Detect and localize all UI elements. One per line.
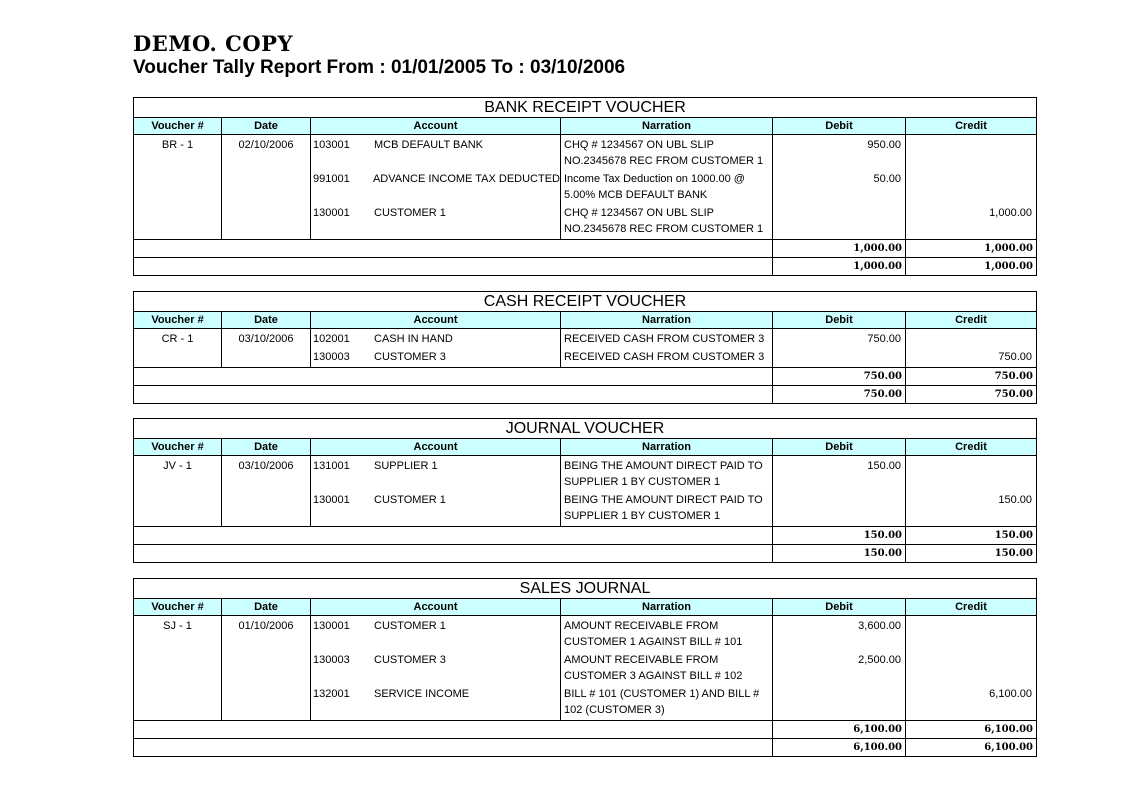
voucher-section <box>133 418 1037 563</box>
account-line <box>311 205 560 239</box>
voucher-lines <box>134 329 1036 368</box>
total-row <box>134 739 1036 756</box>
debit-amount: 950.00 <box>867 139 901 151</box>
account-line <box>311 331 560 349</box>
column-header-row <box>134 439 1036 456</box>
total-credit: 6,100.00 <box>984 742 1033 753</box>
account-code: 132001 <box>313 688 350 700</box>
subtotal-row <box>134 527 1036 545</box>
voucher-no-cell <box>134 135 222 239</box>
account-name: CASH IN HAND <box>374 333 453 345</box>
total-blank-cell <box>134 240 773 257</box>
account-name: MCB DEFAULT BANK <box>374 139 484 151</box>
subtotal-row <box>134 368 1036 386</box>
narration-text: BEING THE AMOUNT DIRECT PAID TO SUPPLIER 1 BY CUSTOMER 1 <box>564 460 763 488</box>
col-credit: Credit <box>955 441 987 453</box>
account-name: CUSTOMER 3 <box>374 351 446 363</box>
total-row <box>134 258 1036 275</box>
voucher-no-cell <box>134 616 222 720</box>
voucher-lines <box>134 616 1036 721</box>
total-debit: 1,000.00 <box>773 258 906 275</box>
credit-amount: 750.00 <box>998 351 1032 363</box>
account-name: CUSTOMER 1 <box>374 620 446 632</box>
account-name: CUSTOMER 3 <box>374 654 446 666</box>
narration-text: BEING THE AMOUNT DIRECT PAID TO SUPPLIER 1 BY CUSTOMER 1 <box>564 494 763 522</box>
account-line <box>311 618 560 652</box>
account-column <box>311 456 561 526</box>
account-name: CUSTOMER 1 <box>374 207 446 219</box>
subtotal-row <box>134 240 1036 258</box>
account-code: 130003 <box>313 351 350 363</box>
total-credit: 750.00 <box>994 371 1033 382</box>
voucher-no: JV - 1 <box>163 460 192 472</box>
credit-amount: 1,000.00 <box>989 207 1032 219</box>
credit-amount: 150.00 <box>998 494 1032 506</box>
total-blank-cell <box>134 258 773 275</box>
col-credit: Credit <box>955 120 987 132</box>
voucher-no-cell <box>134 456 222 526</box>
voucher-no: CR - 1 <box>161 333 194 345</box>
date-cell <box>222 135 311 239</box>
total-credit: 750.00 <box>994 389 1033 400</box>
total-credit: 6,100.00 <box>984 724 1033 735</box>
account-name: CUSTOMER 1 <box>374 494 446 506</box>
col-account: Account <box>311 439 561 455</box>
account-line <box>311 458 560 492</box>
credit-amount <box>906 137 1032 171</box>
col-narration: Narration <box>561 118 773 134</box>
voucher-no: BR - 1 <box>161 139 194 151</box>
credit-amount <box>906 171 1032 205</box>
total-credit: 1,000.00 <box>984 243 1033 254</box>
account-line <box>311 137 560 171</box>
total-blank-cell <box>134 721 773 738</box>
voucher-date: 02/10/2006 <box>238 139 294 151</box>
voucher-lines <box>134 456 1036 527</box>
account-line <box>311 349 560 367</box>
narration-text: RECEIVED CASH FROM CUSTOMER 3 <box>564 351 765 363</box>
total-blank-cell <box>134 386 773 403</box>
section-title: SALES JOURNAL <box>134 579 1036 599</box>
col-account: Account <box>311 118 561 134</box>
column-header-row <box>134 312 1036 329</box>
debit-amount: 150.00 <box>867 460 901 472</box>
date-cell <box>222 616 311 720</box>
debit-amount: 750.00 <box>867 333 901 345</box>
col-account: Account <box>311 312 561 328</box>
narration-column <box>561 135 773 239</box>
account-code: 131001 <box>313 460 350 472</box>
narration-text: AMOUNT RECEIVABLE FROM CUSTOMER 1 AGAINST BILL # 101 <box>564 620 743 648</box>
account-line <box>311 652 560 686</box>
credit-column <box>906 456 1036 526</box>
debit-amount <box>773 492 901 526</box>
narration-text: BILL # 101 (CUSTOMER 1) AND BILL # 102 (CUSTOMER 3) <box>564 688 760 716</box>
narration-text: CHQ # 1234567 ON UBL SLIP NO.2345678 REC FROM CUSTOMER 1 <box>564 139 764 167</box>
total-credit: 1,000.00 <box>984 261 1033 272</box>
voucher-date: 03/10/2006 <box>238 460 294 472</box>
credit-column <box>906 329 1036 367</box>
debit-column <box>773 329 906 367</box>
narration-text: Income Tax Deduction on 1000.00 @ 5.00% MCB DEFAULT BANK <box>564 173 745 201</box>
voucher-date: 03/10/2006 <box>238 333 294 345</box>
debit-amount <box>773 686 901 720</box>
debit-column <box>773 135 906 239</box>
account-column <box>311 329 561 367</box>
total-row <box>134 545 1036 562</box>
section-title: CASH RECEIPT VOUCHER <box>134 292 1036 312</box>
credit-column <box>906 135 1036 239</box>
account-code: 130001 <box>313 494 350 506</box>
account-code: 102001 <box>313 333 350 345</box>
col-narration: Narration <box>561 312 773 328</box>
col-debit: Debit <box>773 439 906 455</box>
total-debit: 6,100.00 <box>773 721 906 738</box>
debit-amount: 3,600.00 <box>858 620 901 632</box>
col-date: Date <box>222 118 311 134</box>
subtotal-row <box>134 721 1036 739</box>
voucher-date: 01/10/2006 <box>238 620 294 632</box>
debit-column <box>773 456 906 526</box>
narration-column <box>561 456 773 526</box>
col-narration: Narration <box>561 439 773 455</box>
account-code: 991001 <box>313 173 350 185</box>
voucher-section <box>133 97 1037 276</box>
narration-column <box>561 616 773 720</box>
debit-amount: 2,500.00 <box>858 654 901 666</box>
col-voucher-no: Voucher # <box>134 439 222 455</box>
debit-amount <box>773 205 901 239</box>
date-cell <box>222 329 311 367</box>
account-name: SUPPLIER 1 <box>374 460 438 472</box>
date-cell <box>222 456 311 526</box>
narration-text: RECEIVED CASH FROM CUSTOMER 3 <box>564 333 765 345</box>
col-date: Date <box>222 439 311 455</box>
account-line <box>311 492 560 526</box>
account-code: 103001 <box>313 139 350 151</box>
credit-amount: 6,100.00 <box>989 688 1032 700</box>
account-code: 130003 <box>313 654 350 666</box>
col-debit: Debit <box>773 312 906 328</box>
credit-amount <box>906 652 1032 686</box>
voucher-lines <box>134 135 1036 240</box>
col-credit: Credit <box>955 601 987 613</box>
voucher-section <box>133 578 1037 757</box>
account-column <box>311 616 561 720</box>
total-credit: 150.00 <box>994 548 1033 559</box>
section-title: JOURNAL VOUCHER <box>134 419 1036 439</box>
total-debit: 150.00 <box>773 527 906 544</box>
col-credit: Credit <box>955 314 987 326</box>
account-code: 130001 <box>313 207 350 219</box>
col-voucher-no: Voucher # <box>134 118 222 134</box>
total-debit: 6,100.00 <box>773 739 906 756</box>
col-voucher-no: Voucher # <box>134 312 222 328</box>
section-title: BANK RECEIPT VOUCHER <box>134 98 1036 118</box>
credit-amount <box>906 458 1032 492</box>
account-column <box>311 135 561 239</box>
debit-amount: 50.00 <box>873 173 901 185</box>
col-debit: Debit <box>773 599 906 615</box>
debit-column <box>773 616 906 720</box>
account-name: ADVANCE INCOME TAX DEDUCTED <box>372 173 560 185</box>
voucher-section <box>133 291 1037 404</box>
demo-copy-label: DEMO. COPY <box>133 31 293 56</box>
account-code: 130001 <box>313 620 350 632</box>
column-header-row <box>134 599 1036 616</box>
total-debit: 150.00 <box>773 545 906 562</box>
total-debit: 750.00 <box>773 386 906 403</box>
col-debit: Debit <box>773 118 906 134</box>
col-voucher-no: Voucher # <box>134 599 222 615</box>
total-debit: 750.00 <box>773 368 906 385</box>
report-title: Voucher Tally Report From : 01/01/2005 To : 03/10/2006 <box>133 57 626 78</box>
total-row <box>134 386 1036 403</box>
narration-text: CHQ # 1234567 ON UBL SLIP NO.2345678 REC FROM CUSTOMER 1 <box>564 207 764 235</box>
voucher-no: SJ - 1 <box>163 620 192 632</box>
total-blank-cell <box>134 527 773 544</box>
voucher-no-cell <box>134 329 222 367</box>
column-header-row <box>134 118 1036 135</box>
total-debit: 1,000.00 <box>773 240 906 257</box>
credit-amount <box>906 618 1032 652</box>
col-date: Date <box>222 599 311 615</box>
narration-text: AMOUNT RECEIVABLE FROM CUSTOMER 3 AGAINST BILL # 102 <box>564 654 743 682</box>
total-blank-cell <box>134 739 773 756</box>
credit-amount <box>906 331 1032 349</box>
col-account: Account <box>311 599 561 615</box>
account-line <box>311 171 560 205</box>
credit-column <box>906 616 1036 720</box>
col-narration: Narration <box>561 599 773 615</box>
debit-amount <box>773 349 901 367</box>
account-line <box>311 686 560 720</box>
account-name: SERVICE INCOME <box>374 688 470 700</box>
col-date: Date <box>222 312 311 328</box>
total-blank-cell <box>134 368 773 385</box>
total-blank-cell <box>134 545 773 562</box>
narration-column <box>561 329 773 367</box>
total-credit: 150.00 <box>994 530 1033 541</box>
